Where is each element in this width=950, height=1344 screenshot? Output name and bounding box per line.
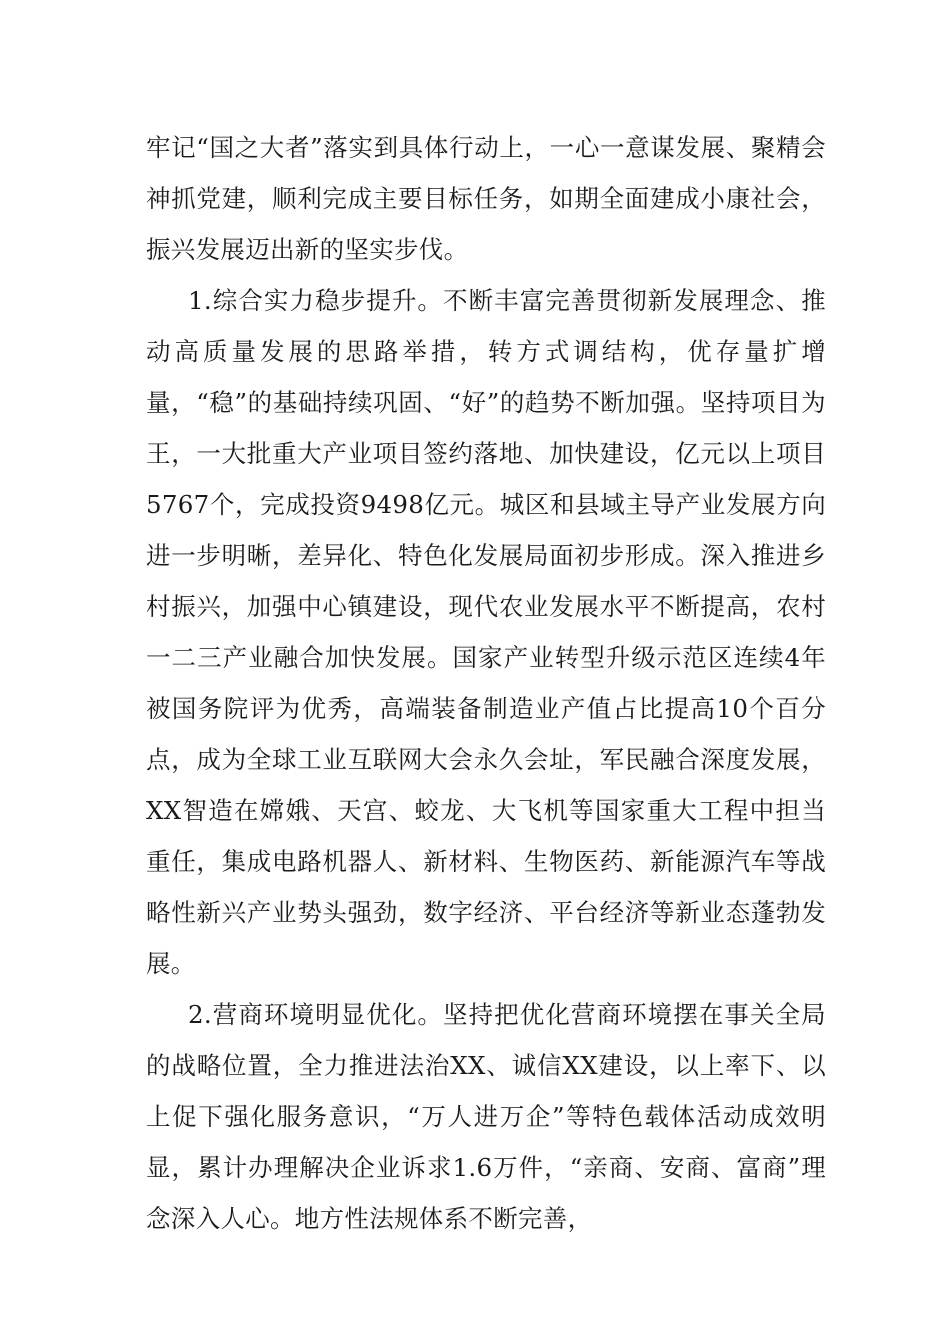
document-body (146, 122, 826, 1244)
paragraph-comprehensive-strength: 1.综合实力稳步提升。不断丰富完善贯彻新发展理念、推动高质量发展的思路举措，转方式调结构，优存量扩增量，“稳”的基础持续巩固、“好”的趋势不断加强。坚持项目为王，一大批重大产业项目签约落地、加快建设，亿元以上项目5767个，完成投资9498亿元。城区和县域主导产业发展方向进一步明晰，差异化、特色化发展局面初步形成。深入推进乡村振兴，加强中心镇建设，现代农业发展水平不断提高，农村一二三产业融合加快发展。国家产业转型升级示范区连续4年被国务院评为优秀，高端装备制造业产值占比提高10个百分点，成为全球工业互联网大会永久会址，军民融合深度发展，XX智造在嫦娥、天宫、蛟龙、大飞机等国家重大工程中担当重任，集成电路机器人、新材料、生物医药、新能源汽车等战略性新兴产业势头强劲，数字经济、平台经济等新业态蓬勃发展。 (146, 286, 826, 978)
paragraph-business-environment: 2.营商环境明显优化。坚持把优化营商环境摆在事关全局的战略位置，全力推进法治XX、诚信XX建设，以上率下、以上促下强化服务意识，“万人进万企”等特色载体活动成效明显，累计办理解决企业诉求1.6万件，“亲商、安商、富商”理念深入人心。地方性法规体系不断完善， (146, 1000, 826, 1233)
paragraph-intro: 牢记“国之大者”落实到具体行动上，一心一意谋发展、聚精会神抓党建，顺利完成主要目标任务，如期全面建成小康社会，振兴发展迈出新的坚实步伐。 (146, 133, 826, 264)
